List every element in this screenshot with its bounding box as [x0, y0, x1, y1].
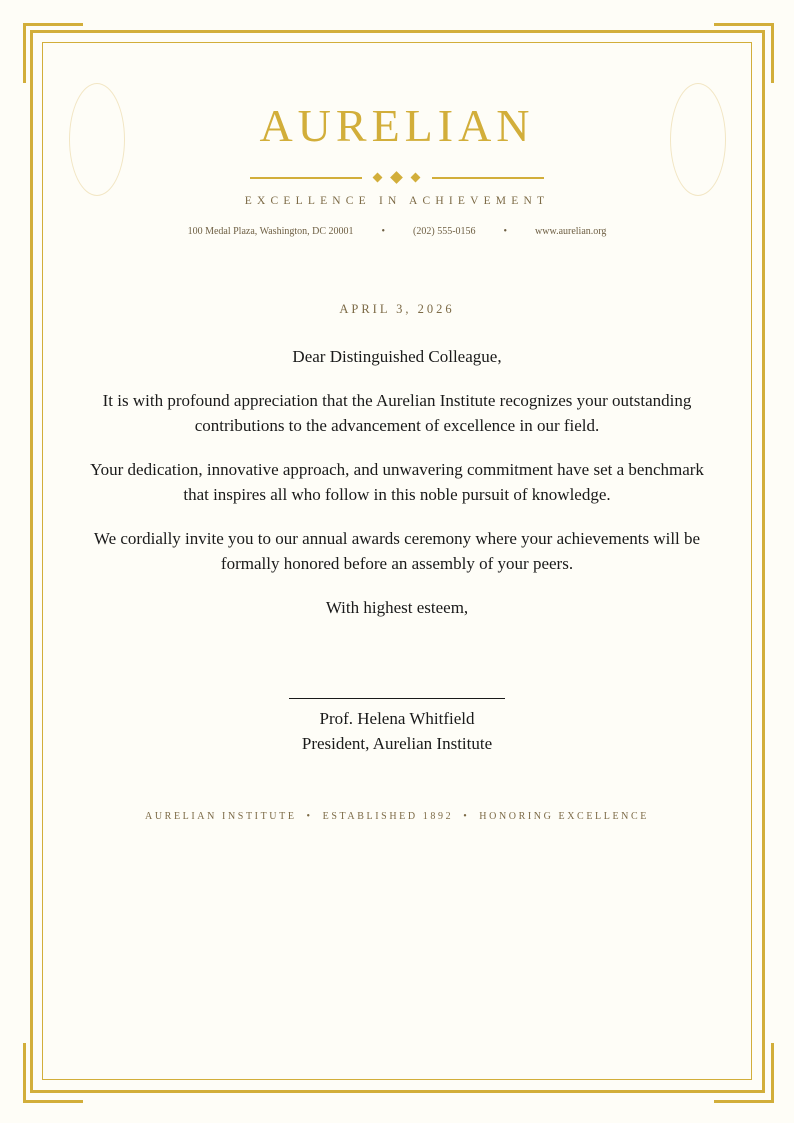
signature-block — [0, 706, 794, 756]
corner-bracket-top-right — [714, 23, 774, 83]
separator-dot: • — [463, 811, 470, 822]
salutation: Dear Distinguished Colleague, — [292, 347, 502, 366]
contact-address: 100 Medal Plaza, Washington, DC 20001 — [187, 226, 354, 237]
corner-bracket-bottom-left — [23, 1043, 83, 1103]
ornamental-divider — [250, 175, 544, 181]
signature-line — [289, 698, 505, 699]
corner-bracket-top-left — [23, 23, 83, 83]
tagline: EXCELLENCE IN ACHIEVEMENT — [244, 195, 550, 207]
signer-name: Prof. Helena Whitfield — [319, 709, 475, 728]
body-paragraph: Your dedication, innovative approach, and unwavering commitment have set a benchmark that inspires all who follow in this noble pursuit of knowledge. — [90, 460, 704, 504]
letter-body — [90, 344, 704, 639]
closing: With highest esteem, — [325, 598, 469, 617]
divider-line-right — [432, 177, 544, 179]
body-paragraph: It is with profound appreciation that the Aurelian Institute recognizes your outstanding contributions to the advancement of excellence in our field. — [102, 391, 692, 435]
signer-title: President, Aurelian Institute — [301, 734, 493, 753]
logo-wordmark: AURELIAN — [259, 100, 535, 151]
letter-date: APRIL 3, 2026 — [339, 302, 455, 316]
footer-item: AURELIAN INSTITUTE — [145, 811, 297, 822]
letterhead — [0, 98, 794, 154]
contact-line — [0, 226, 794, 237]
footer-item: ESTABLISHED 1892 — [322, 811, 454, 822]
separator-dot: • — [381, 226, 386, 237]
corner-bracket-bottom-right — [714, 1043, 774, 1103]
diamond-icon — [411, 173, 421, 183]
footer-line — [0, 811, 794, 822]
diamond-icon — [373, 173, 383, 183]
divider-line-left — [250, 177, 362, 179]
contact-phone: (202) 555-0156 — [413, 226, 476, 237]
body-paragraph: We cordially invite you to our annual awards ceremony where your achievements will be formally honored before an assembly of your peers. — [93, 529, 701, 573]
footer-item: HONORING EXCELLENCE — [479, 811, 649, 822]
contact-website[interactable]: www.aurelian.org — [535, 226, 607, 237]
separator-dot: • — [503, 226, 508, 237]
separator-dot: • — [306, 811, 313, 822]
